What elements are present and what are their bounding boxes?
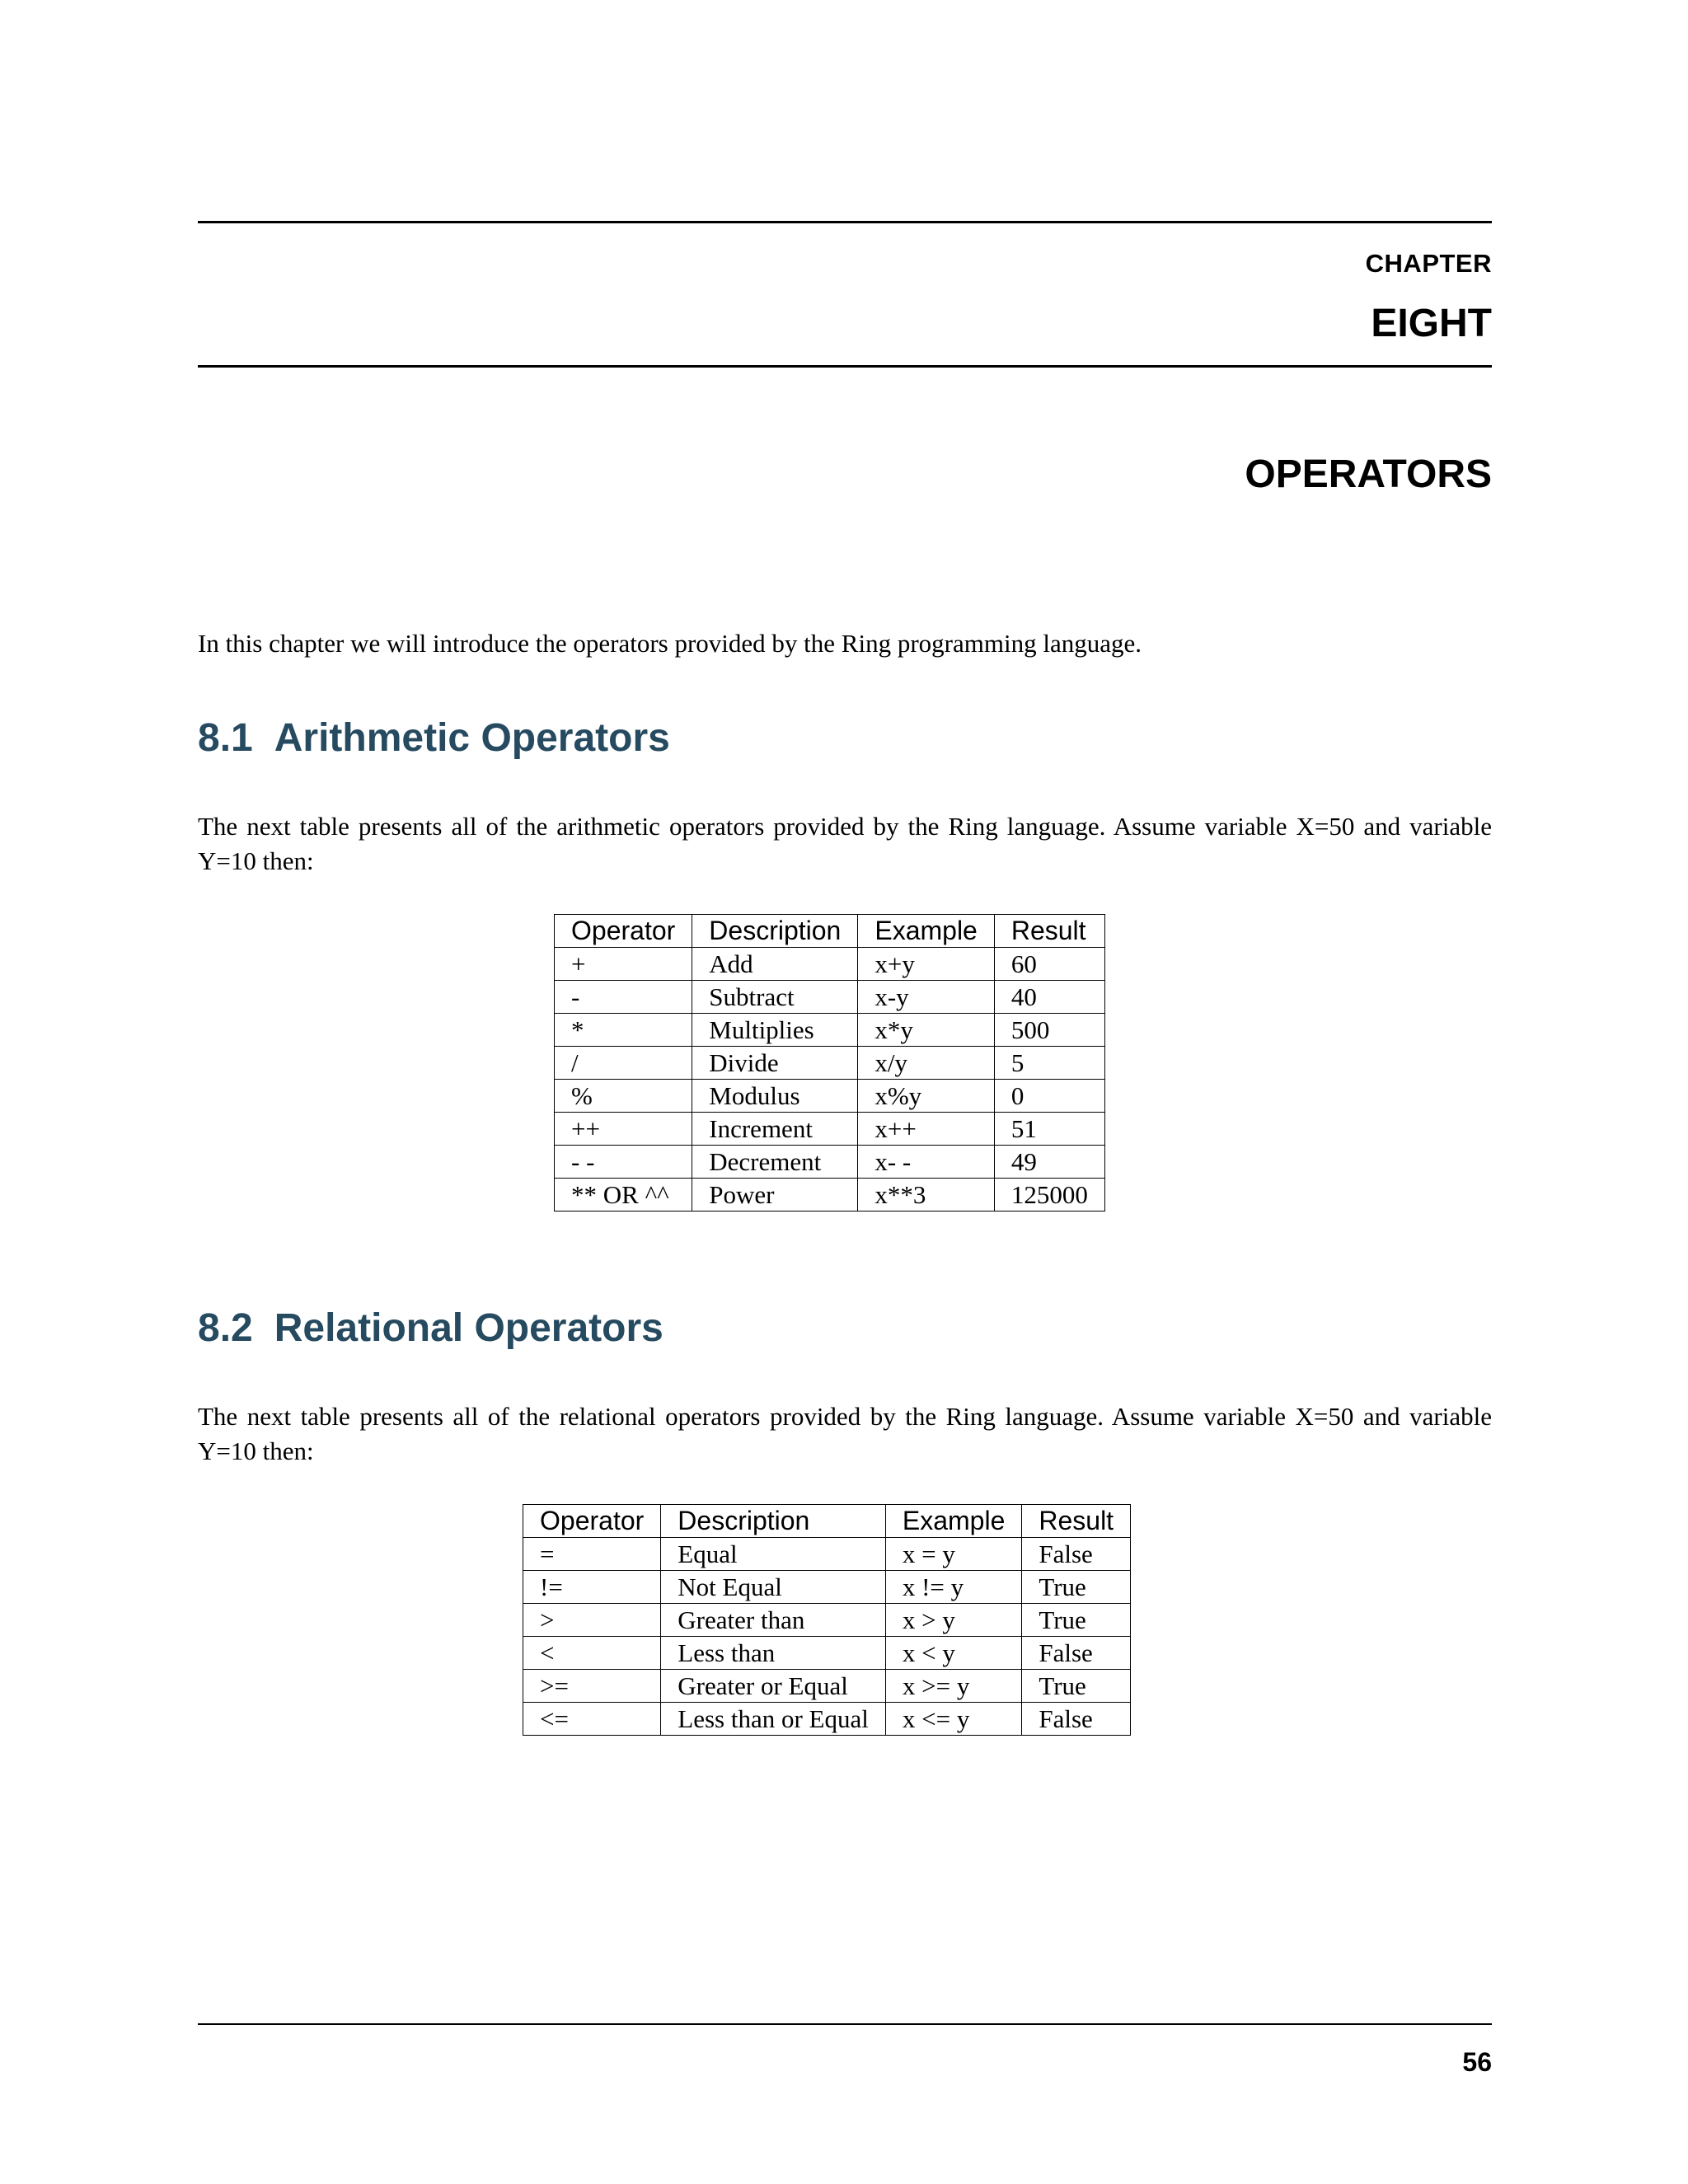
table-cell: Greater or Equal xyxy=(661,1670,886,1703)
column-header: Example xyxy=(885,1505,1022,1538)
table-row xyxy=(523,1604,1131,1637)
table-cell: x- - xyxy=(858,1146,995,1179)
table-cell: ** OR ^^ xyxy=(555,1179,692,1212)
table-cell: 51 xyxy=(994,1113,1104,1146)
table-cell: x++ xyxy=(858,1113,995,1146)
relational-operators-table xyxy=(523,1504,1131,1736)
table-header-row xyxy=(555,915,1105,948)
table-row xyxy=(555,981,1105,1014)
table-cell: Modulus xyxy=(692,1080,858,1113)
table-cell: True xyxy=(1022,1571,1131,1604)
table-cell: 60 xyxy=(994,948,1104,981)
table-cell: ++ xyxy=(555,1113,692,1146)
column-header: Example xyxy=(858,915,995,948)
table-row xyxy=(523,1670,1131,1703)
table-cell: False xyxy=(1022,1637,1131,1670)
table-row xyxy=(555,1146,1105,1179)
table-cell: Not Equal xyxy=(661,1571,886,1604)
table-cell: True xyxy=(1022,1670,1131,1703)
table-cell: Divide xyxy=(692,1047,858,1080)
arithmetic-operators-table xyxy=(554,914,1105,1212)
section-number: 8.2 xyxy=(198,1306,253,1350)
table-cell: x%y xyxy=(858,1080,995,1113)
section-number: 8.1 xyxy=(198,716,253,760)
chapter-bottom-rule xyxy=(198,365,1492,368)
table-cell: x <= y xyxy=(885,1703,1022,1736)
table-cell: Multiplies xyxy=(692,1014,858,1047)
table-row xyxy=(555,1179,1105,1212)
table-cell: x/y xyxy=(858,1047,995,1080)
table-cell: <= xyxy=(523,1703,661,1736)
section-heading-relational xyxy=(198,1305,663,1351)
chapter-title: OPERATORS xyxy=(1245,452,1492,496)
column-header: Operator xyxy=(523,1505,661,1538)
table-row xyxy=(555,1080,1105,1113)
table-row xyxy=(555,1047,1105,1080)
table-header-row xyxy=(523,1505,1131,1538)
table-cell: 500 xyxy=(994,1014,1104,1047)
table-cell: Power xyxy=(692,1179,858,1212)
table-cell: 49 xyxy=(994,1146,1104,1179)
table-cell: 125000 xyxy=(994,1179,1104,1212)
table-cell: Less than xyxy=(661,1637,886,1670)
table-cell: = xyxy=(523,1538,661,1571)
table-cell: 5 xyxy=(994,1047,1104,1080)
table-row xyxy=(555,1113,1105,1146)
table-cell: Less than or Equal xyxy=(661,1703,886,1736)
table-row xyxy=(523,1538,1131,1571)
table-cell: Add xyxy=(692,948,858,981)
table-row xyxy=(523,1703,1131,1736)
table-cell: x != y xyxy=(885,1571,1022,1604)
column-header: Result xyxy=(1022,1505,1131,1538)
arithmetic-intro-paragraph: The next table presents all of the arithmetic operators provided by the Ring language. Assume variable X=50 and variable Y=10 then: xyxy=(198,812,1492,875)
table-cell: / xyxy=(555,1047,692,1080)
section-title: Arithmetic Operators xyxy=(274,716,670,760)
relational-intro-paragraph: The next table presents all of the relational operators provided by the Ring language. Assume variable X=50 and variable Y=10 then: xyxy=(198,1402,1492,1465)
table-cell: x-y xyxy=(858,981,995,1014)
chapter-top-rule xyxy=(198,221,1492,223)
table-cell: 0 xyxy=(994,1080,1104,1113)
column-header: Operator xyxy=(555,915,692,948)
table-cell: > xyxy=(523,1604,661,1637)
column-header: Result xyxy=(994,915,1104,948)
table-cell: True xyxy=(1022,1604,1131,1637)
table-cell: False xyxy=(1022,1538,1131,1571)
table-cell: x**3 xyxy=(858,1179,995,1212)
chapter-number: EIGHT xyxy=(1371,302,1492,345)
table-cell: % xyxy=(555,1080,692,1113)
table-row xyxy=(523,1571,1131,1604)
section-title: Relational Operators xyxy=(274,1306,663,1350)
table-cell: x > y xyxy=(885,1604,1022,1637)
table-cell: x*y xyxy=(858,1014,995,1047)
table-cell: Equal xyxy=(661,1538,886,1571)
table-row xyxy=(555,948,1105,981)
table-cell: - xyxy=(555,981,692,1014)
table-cell: - - xyxy=(555,1146,692,1179)
table-cell: x >= y xyxy=(885,1670,1022,1703)
column-header: Description xyxy=(692,915,858,948)
table-row xyxy=(523,1637,1131,1670)
table-cell: Greater than xyxy=(661,1604,886,1637)
table-cell: * xyxy=(555,1014,692,1047)
table-cell: x < y xyxy=(885,1637,1022,1670)
table-cell: Decrement xyxy=(692,1146,858,1179)
table-cell: False xyxy=(1022,1703,1131,1736)
table-cell: >= xyxy=(523,1670,661,1703)
table-row xyxy=(555,1014,1105,1047)
chapter-label: CHAPTER xyxy=(1365,249,1492,278)
page-number: 56 xyxy=(1462,2047,1492,2077)
table-cell: < xyxy=(523,1637,661,1670)
column-header: Description xyxy=(661,1505,886,1538)
table-cell: x = y xyxy=(885,1538,1022,1571)
table-cell: Subtract xyxy=(692,981,858,1014)
table-cell: Increment xyxy=(692,1113,858,1146)
table-cell: + xyxy=(555,948,692,981)
footer-rule xyxy=(198,2023,1492,2025)
table-cell: 40 xyxy=(994,981,1104,1014)
section-heading-arithmetic xyxy=(198,715,670,761)
table-cell: != xyxy=(523,1571,661,1604)
table-cell: x+y xyxy=(858,948,995,981)
intro-paragraph: In this chapter we will introduce the operators provided by the Ring programming language. xyxy=(198,629,1142,658)
